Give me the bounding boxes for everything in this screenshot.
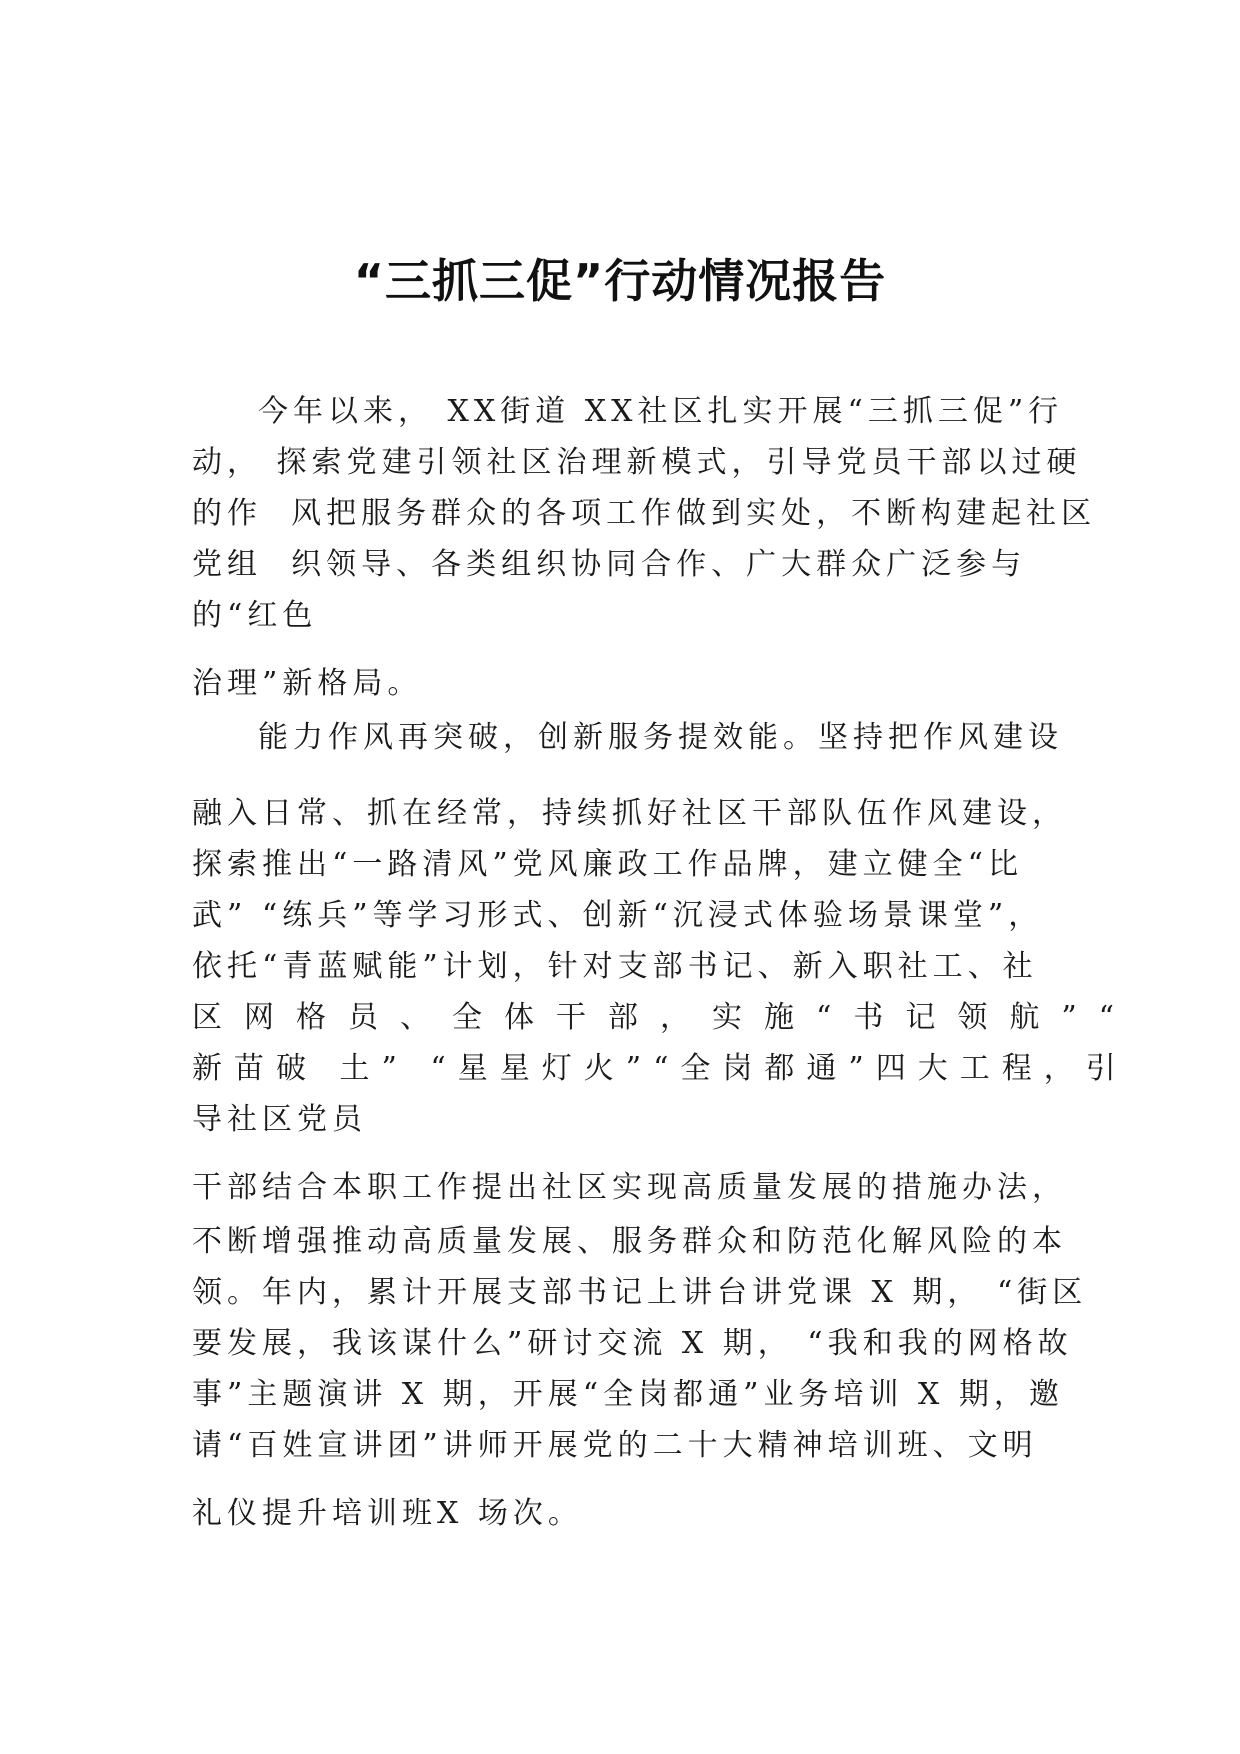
paragraph-1-line-1: 今年以来， XX街道 XX社区扎实开展“三抓三促”行 xyxy=(258,394,1064,429)
paragraph-2-line-15: 礼仪提升培训班X 场次。 xyxy=(192,1496,583,1531)
paragraph-2-line-1: 能力作风再突破，创新服务提效能。坚持把作风建设 xyxy=(258,720,1063,755)
paragraph-2-line-13: 事”主题演讲 X 期，开展“全岗都通”业务培训 X 期，邀 xyxy=(192,1377,1064,1412)
paragraph-1-line-4: 党组 织领导、各类组织协同合作、广大群众广泛参与 xyxy=(192,547,1027,582)
document-title: “三抓三促”行动情况报告 xyxy=(353,254,887,308)
paragraph-2-line-14: 请“百姓宣讲团”讲师开展党的二十大精神培训班、文明 xyxy=(192,1428,1038,1463)
paragraph-1-line-5: 的“红色 xyxy=(192,598,318,633)
paragraph-2-line-9: 干部结合本职工作提出社区实现高质量发展的措施办法， xyxy=(192,1170,1067,1205)
paragraph-2-line-11: 领。年内，累计开展支部书记上讲台讲党课 X 期， “街区 xyxy=(192,1275,1088,1310)
paragraph-2-line-3: 探索推出“一路清风”党风廉政工作品牌，建立健全“比 xyxy=(192,847,1024,882)
paragraph-1-line-2: 动， 探索党建引领社区治理新模式，引导党员干部以过硬 xyxy=(192,445,1082,480)
paragraph-2-line-5: 依托“青蓝赋能”计划，针对支部书记、新入职社工、社 xyxy=(192,949,1038,984)
paragraph-1-line-6: 治理”新格局。 xyxy=(192,666,423,701)
paragraph-2-line-4: 武” “练兵”等学习形式、创新“沉浸式体验场景课堂”， xyxy=(192,898,1044,933)
paragraph-2-line-12: 要发展，我该谋什么”研讨交流 X 期， “我和我的网格故 xyxy=(192,1326,1073,1361)
paragraph-2-line-10: 不断增强推动高质量发展、服务群众和防范化解风险的本 xyxy=(192,1224,1067,1259)
paragraph-2-line-6: 区网格员、全体干部，实施“书记领航”“ xyxy=(192,1000,1137,1035)
paragraph-1-line-3: 的作 风把服务群众的各项工作做到实处，不断构建起社区 xyxy=(192,496,1097,531)
paragraph-2-line-7: 新苗破 土” “星星灯火”“全岗都通”四大工程，引 xyxy=(192,1051,1128,1086)
paragraph-2-line-8: 导社区党员 xyxy=(192,1102,367,1137)
paragraph-2-line-2: 融入日常、抓在经常，持续抓好社区干部队伍作风建设， xyxy=(192,796,1067,831)
